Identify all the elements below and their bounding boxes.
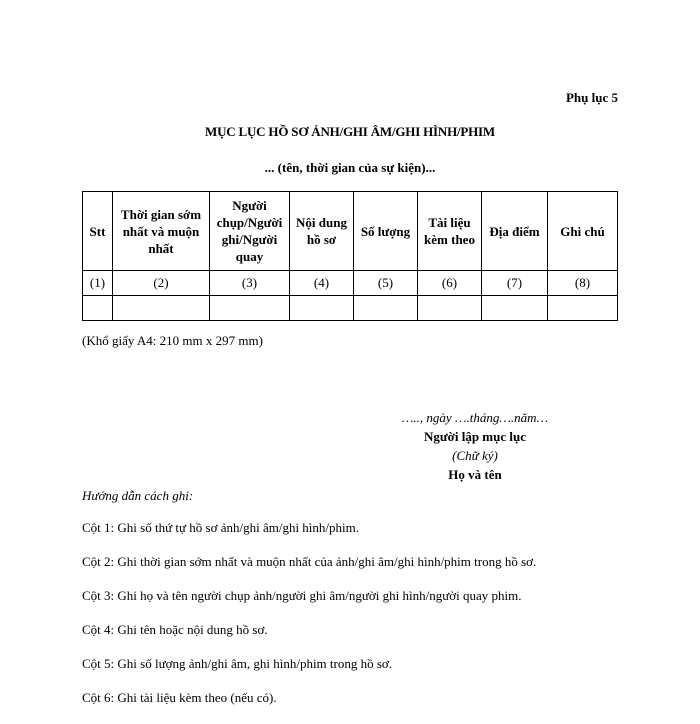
guide-list [82,520,642,724]
header-cell: Stt [83,192,113,271]
guide-line: Cột 1: Ghi số thứ tự hồ sơ ảnh/ghi âm/ghi hình/phim. [82,520,359,535]
header-cell: Số lượng [354,192,418,271]
document-subtitle: ... (tên, thời gian của sự kiện)... [264,160,436,175]
guide-line: Cột 4: Ghi tên hoặc nội dung hồ sơ. [82,622,268,637]
empty-cell [210,296,290,321]
signature-block [390,408,560,484]
empty-cell [83,296,113,321]
signature-date-line: ….., ngày ….tháng….năm… [401,410,549,425]
column-number-cell: (5) [354,271,418,296]
header-cell: Nội dung hồ sơ [290,192,354,271]
column-number-cell: (2) [113,271,210,296]
paper-size-note: (Khổ giấy A4: 210 mm x 297 mm) [82,333,263,348]
guide-line: Cột 6: Ghi tài liệu kèm theo (nếu có). [82,690,277,705]
empty-cell [354,296,418,321]
column-number-cell: (7) [482,271,548,296]
table-header-row [83,192,618,271]
guide-line: Cột 3: Ghi họ và tên người chụp ảnh/người ghi âm/người ghi hình/người quay phim. [82,588,522,603]
signature-role: Người lập mục lục [423,429,527,444]
header-cell: Ghi chú [548,192,618,271]
empty-cell [290,296,354,321]
empty-cell [113,296,210,321]
header-cell: Tài liệu kèm theo [418,192,482,271]
header-cell: Người chụp/Người ghi/Người quay [210,192,290,271]
header-cell: Địa điểm [482,192,548,271]
empty-data-row [83,296,618,321]
signature-name-line: Họ và tên [448,467,502,482]
column-number-cell: (8) [548,271,618,296]
column-number-cell: (1) [83,271,113,296]
empty-cell [482,296,548,321]
empty-cell [418,296,482,321]
catalog-table [82,191,618,321]
column-number-row [83,271,618,296]
document-title: MỤC LỤC HỒ SƠ ẢNH/GHI ÂM/GHI HÌNH/PHIM [205,124,495,139]
header-cell: Thời gian sớm nhất và muộn nhất [113,192,210,271]
guide-line: Cột 5: Ghi số lượng ảnh/ghi âm, ghi hình/phim trong hồ sơ. [82,656,393,671]
guide-line: Cột 2: Ghi thời gian sớm nhất và muộn nhất của ảnh/ghi âm/ghi hình/phim trong hồ sơ. [82,554,537,569]
column-number-cell: (4) [290,271,354,296]
column-number-cell: (3) [210,271,290,296]
guide-title: Hướng dẫn cách ghi: [82,488,194,503]
appendix-label: Phụ lục 5 [565,90,618,105]
column-number-cell: (6) [418,271,482,296]
empty-cell [548,296,618,321]
signature-sign-note: (Chữ ký) [452,448,498,463]
